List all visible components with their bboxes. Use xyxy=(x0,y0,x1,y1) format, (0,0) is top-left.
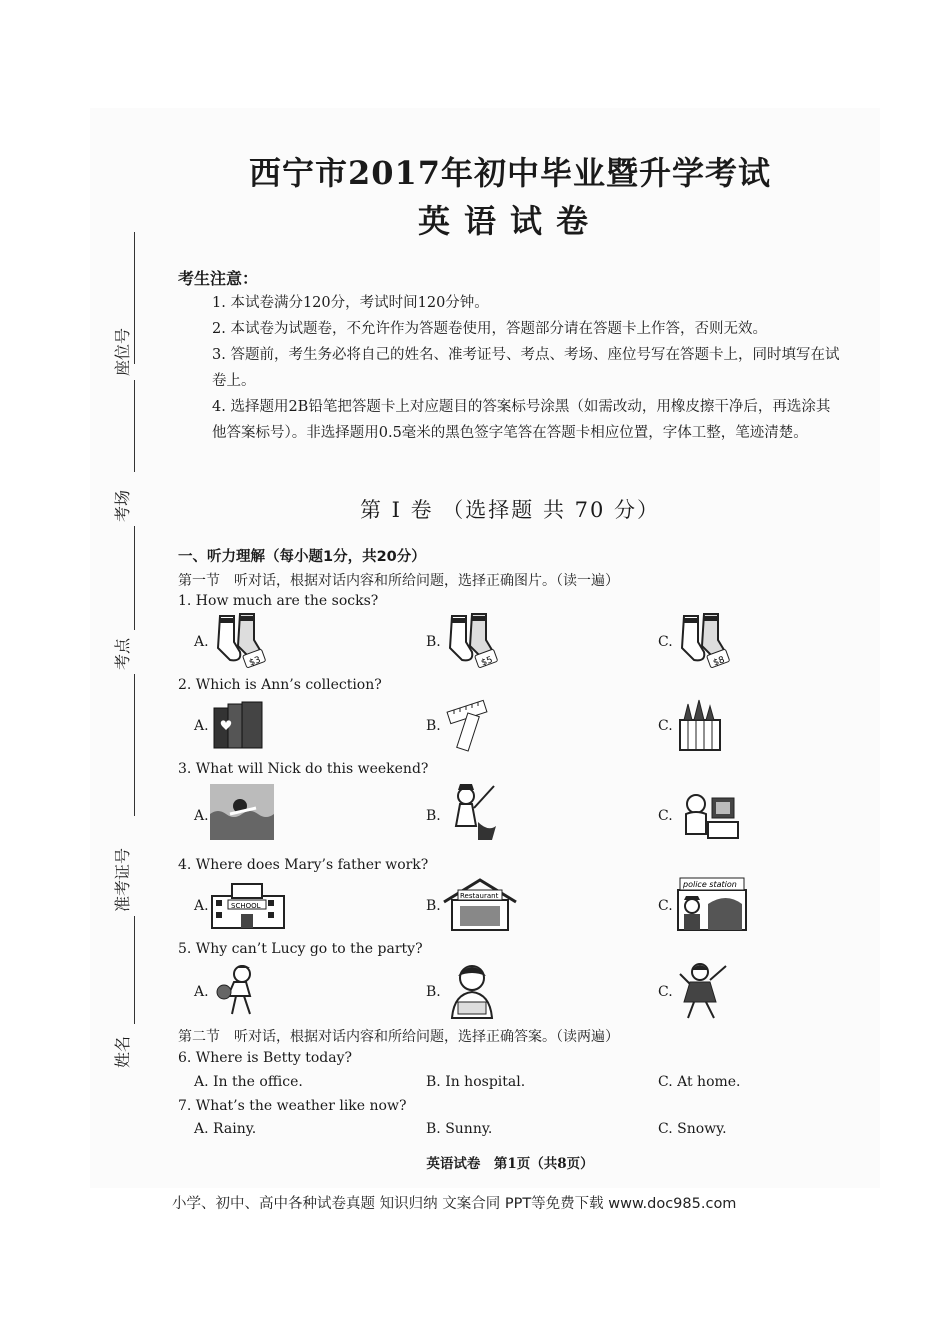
exam-title: 西宁市2017年初中毕业暨升学考试 xyxy=(248,154,772,192)
question-6: 6. Where is Betty today? xyxy=(178,1050,353,1066)
notice-item: 2. 本试卷为试题卷，不允许作为答题卷使用，答题部分请在答题卡上作答，否则无效。 xyxy=(212,321,767,337)
question-5: 5. Why can’t Lucy go to the party? xyxy=(178,941,423,957)
pencils-icon xyxy=(676,696,724,754)
swimming-picture xyxy=(210,784,274,840)
seat-number-line xyxy=(134,232,135,364)
option-letter: A. xyxy=(194,718,209,734)
girl-playing-ball-picture xyxy=(210,962,270,1018)
police-station-sign: police station xyxy=(683,880,737,889)
section-title: 第 I 卷 （选择题 共 70 分） xyxy=(359,498,661,522)
socks-icon xyxy=(676,612,736,670)
books-icon xyxy=(210,698,266,752)
sub-section-1: 第一节 听对话，根据对话内容和所给问题，选择正确图片。（读一遍） xyxy=(178,573,619,589)
answer-option: B. Sunny. xyxy=(426,1121,493,1137)
question-4: 4. Where does Mary’s father work? xyxy=(178,857,429,873)
exam-subject: 英语试卷 xyxy=(417,202,602,240)
option-letter: B. xyxy=(426,898,441,914)
socks-icon xyxy=(212,612,272,670)
school-sign: SCHOOL xyxy=(231,902,261,910)
girl-studying-picture xyxy=(444,962,500,1020)
restaurant-sign: Restaurant xyxy=(460,892,499,900)
price-tag: $5 xyxy=(480,655,495,669)
option-letter: C. xyxy=(658,634,673,650)
answer-option: B. In hospital. xyxy=(426,1074,526,1090)
side-label-site: 考点 xyxy=(113,637,132,670)
option-letter: B. xyxy=(426,808,441,824)
restaurant-building xyxy=(440,876,520,932)
rulers-icon xyxy=(444,698,494,752)
question-2: 2. Which is Ann’s collection? xyxy=(178,677,382,693)
price-tag: $3 xyxy=(248,655,263,669)
police-station-building xyxy=(674,876,750,932)
option-letter: C. xyxy=(658,718,673,734)
side-label-name: 姓名 xyxy=(113,1035,132,1068)
question-1: 1. How much are the socks? xyxy=(178,593,379,609)
option-letter: C. xyxy=(658,984,673,1000)
exam-site-line xyxy=(134,526,135,630)
side-label-seat: 座位号 xyxy=(113,327,132,376)
notice-item: 3. 答题前，考生务必将自己的姓名、准考证号、考点、考场、座位号写在答题卡上，同时填写在试卷上。 xyxy=(212,347,840,389)
page-footer: 英语试卷 第1页（共8页） xyxy=(426,1156,594,1172)
socks-icon xyxy=(444,612,504,670)
option-letter: B. xyxy=(426,634,441,650)
answer-option: C. Snowy. xyxy=(658,1121,727,1137)
exam-room-line xyxy=(134,380,135,472)
download-notice: 小学、初中、高中各种试卷真题 知识归纳 文案合同 PPT等免费下载 www.doc985.com xyxy=(172,1196,737,1212)
option-letter: C. xyxy=(658,808,673,824)
ticket-number-line xyxy=(134,674,135,816)
side-label-ticket: 准考证号 xyxy=(113,847,132,912)
option-letter: A. xyxy=(194,984,209,1000)
girl-dancing-picture xyxy=(676,960,732,1020)
computer-games-picture xyxy=(676,782,740,844)
answer-option: A. In the office. xyxy=(194,1074,303,1090)
question-3: 3. What will Nick do this weekend? xyxy=(178,761,429,777)
answer-option: A. Rainy. xyxy=(194,1121,257,1137)
fishing-picture xyxy=(444,782,500,846)
option-letter: A. xyxy=(194,808,209,824)
question-7: 7. What’s the weather like now? xyxy=(178,1098,407,1114)
name-line xyxy=(134,916,135,1024)
part-heading: 一、听力理解（每小题1分，共20分） xyxy=(178,549,426,565)
sub-section-2: 第二节 听对话，根据对话内容和所给问题，选择正确答案。（读两遍） xyxy=(178,1029,619,1045)
notice-heading: 考生注意： xyxy=(178,269,259,288)
answer-option: C. At home. xyxy=(658,1074,741,1090)
option-letter: C. xyxy=(658,898,673,914)
price-tag: $8 xyxy=(712,655,727,669)
option-letter: B. xyxy=(426,984,441,1000)
school-building xyxy=(208,878,288,930)
side-label-room: 考场 xyxy=(113,489,132,522)
notice-item: 4. 选择题用2B铅笔把答题卡上对应题目的答案标号涂黑（如需改动，用橡皮擦干净后，再选涂其他答案标号）。非选择题用0.5毫米的黑色签字笔答在答题卡相应位置，字体工整，笔迹清楚。 xyxy=(212,399,831,441)
option-letter: A. xyxy=(194,634,209,650)
option-letter: B. xyxy=(426,718,441,734)
notice-item: 1. 本试卷满分120分，考试时间120分钟。 xyxy=(212,295,489,311)
option-letter: A. xyxy=(194,898,209,914)
